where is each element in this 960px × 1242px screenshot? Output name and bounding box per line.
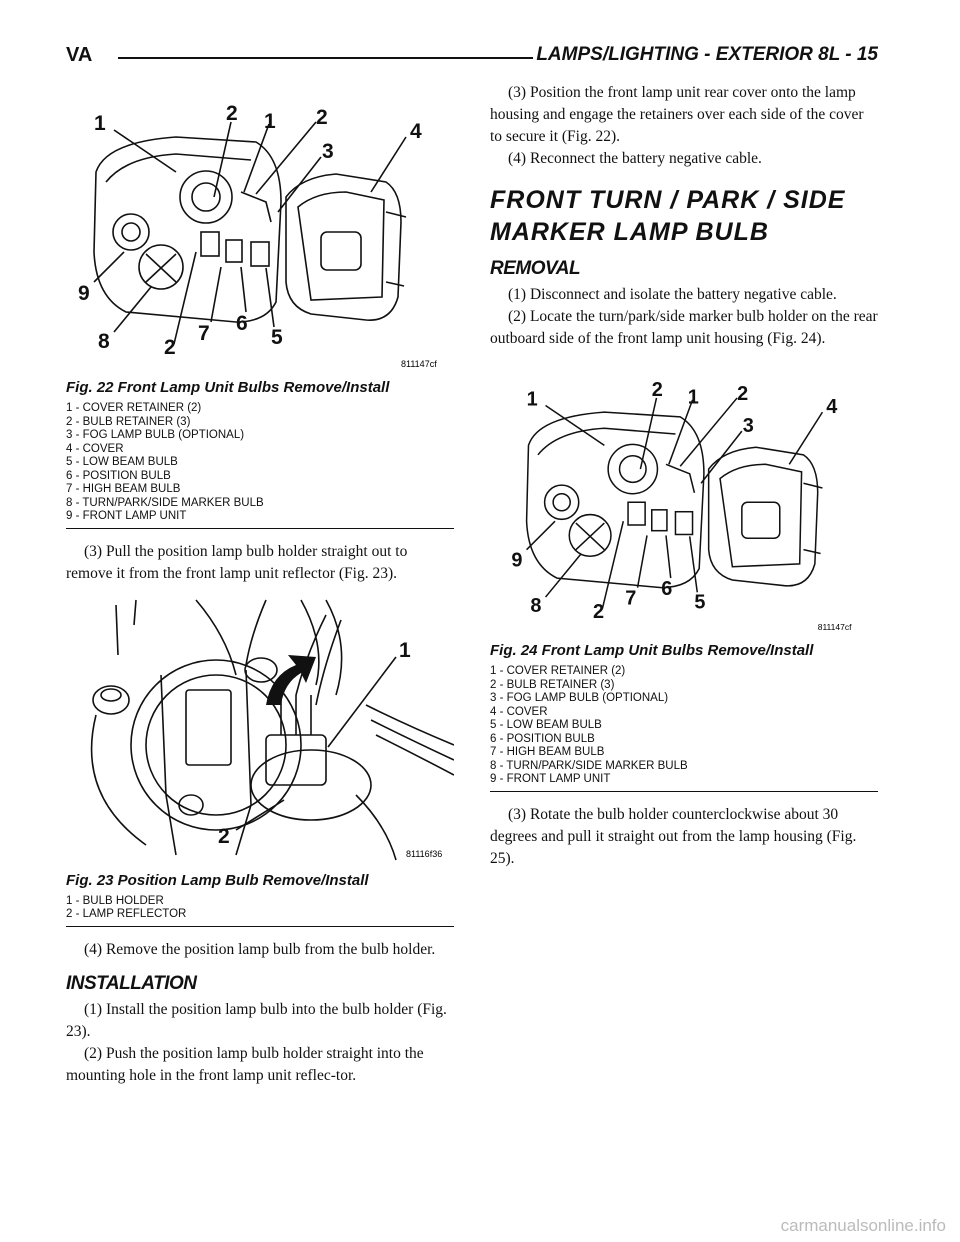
fig24-callout-1b: 1 <box>687 386 699 409</box>
fig23-callout-2: 2 <box>218 824 230 848</box>
legend-item: 4 - COVER <box>490 705 548 718</box>
fig24-callout-4: 4 <box>826 396 838 419</box>
legend-item: 1 - COVER RETAINER (2) <box>490 665 626 677</box>
fig24-legend <box>490 665 878 787</box>
fig22-legend <box>66 402 454 524</box>
legend-item: 3 - FOG LAMP BULB (OPTIONAL) <box>490 692 669 704</box>
fig23-callout-1: 1 <box>399 638 411 662</box>
left-column <box>66 82 454 1087</box>
legend-item: 6 - POSITION BULB <box>490 732 595 745</box>
fig22-callout-3: 3 <box>322 140 334 163</box>
legend-item: 8 - TURN/PARK/SIDE MARKER BULB <box>490 759 688 772</box>
fig24-callout-3: 3 <box>742 415 754 438</box>
fig23-legend <box>66 895 454 922</box>
fig24-callout-2b: 2 <box>737 382 749 405</box>
fig22-callout-4: 4 <box>410 120 422 143</box>
fig24-callout-9: 9 <box>511 549 523 572</box>
paragraph: (4) Remove the position lamp bulb from the bulb holder. <box>84 940 436 958</box>
paragraph: (1) Install the position lamp bulb into the bulb holder (Fig. 23). <box>66 1000 447 1040</box>
paragraph: (4) Reconnect the battery negative cable. <box>508 150 762 167</box>
footer-watermark[interactable]: carmanualsonline.info <box>780 1216 946 1235</box>
figure-divider <box>66 926 454 927</box>
fig22-part-number: 811147cf <box>401 359 437 369</box>
figure-24 <box>490 360 878 792</box>
paragraph: (1) Disconnect and isolate the battery negative cable. <box>508 286 837 303</box>
figure-22 <box>66 82 454 529</box>
fig22-callout-2a: 2 <box>226 102 238 125</box>
figure-24-illustration <box>490 360 878 635</box>
fig24-callout-2c: 2 <box>592 600 605 623</box>
fig22-callout-2b: 2 <box>316 106 328 129</box>
fig22-callout-5: 5 <box>271 326 283 349</box>
legend-item: 5 - LOW BEAM BULB <box>66 456 178 468</box>
page-header <box>66 44 878 70</box>
legend-item: 5 - LOW BEAM BULB <box>490 719 602 731</box>
fig22-callout-2c: 2 <box>164 336 176 359</box>
legend-item: 4 - COVER <box>66 442 124 455</box>
fig22-callout-1b: 1 <box>264 110 276 133</box>
installation-heading: INSTALLATION <box>66 972 197 994</box>
right-column <box>490 82 878 870</box>
legend-item: 2 - BULB RETAINER (3) <box>66 415 191 428</box>
fig22-callout-7: 7 <box>198 322 210 345</box>
fig24-callout-7: 7 <box>625 587 637 610</box>
fig22-callout-6: 6 <box>236 312 248 335</box>
legend-item: 8 - TURN/PARK/SIDE MARKER BULB <box>66 496 264 509</box>
legend-item: 1 - BULB HOLDER <box>66 894 164 907</box>
legend-item: 6 - POSITION BULB <box>66 469 171 482</box>
fig22-callout-8: 8 <box>98 330 110 353</box>
section-heading: FRONT TURN / PARK / SIDE MARKER LAMP BULB <box>490 186 846 246</box>
legend-item: 2 - LAMP REFLECTOR <box>66 908 187 920</box>
figure-22-illustration <box>66 82 454 372</box>
fig24-callout-1a: 1 <box>526 388 538 411</box>
fig23-part-number: 81116f36 <box>406 848 443 859</box>
figure-23-illustration <box>66 595 454 865</box>
fig24-callout-6: 6 <box>661 578 673 601</box>
paragraph: (3) Position the front lamp unit rear cover onto the lamp housing and engage the retainers over each side of the cover to secure it (Fig. 22). <box>490 84 864 145</box>
fig24-callout-2a: 2 <box>651 379 663 402</box>
fig24-part-number: 811147cf <box>817 622 852 633</box>
header-title: LAMPS/LIGHTING - EXTERIOR 8L - 15 <box>536 44 878 65</box>
paragraph: (2) Push the position lamp bulb holder straight into the mounting hole in the front lamp unit reflec-tor. <box>66 1044 424 1084</box>
fig22-callout-9: 9 <box>78 282 90 305</box>
fig24-callout-8: 8 <box>530 595 542 618</box>
fig24-caption: Fig. 24 Front Lamp Unit Bulbs Remove/Install <box>490 642 814 659</box>
legend-item: 9 - FRONT LAMP UNIT <box>66 510 187 522</box>
fig24-callout-5: 5 <box>694 591 706 614</box>
legend-item: 7 - HIGH BEAM BULB <box>490 746 605 758</box>
figure-23 <box>66 595 454 927</box>
paragraph: (2) Locate the turn/park/side marker bulb holder on the rear outboard side of the front lamp unit housing (Fig. 24). <box>490 308 878 347</box>
header-section-code: VA <box>66 44 93 66</box>
fig23-caption: Fig. 23 Position Lamp Bulb Remove/Install <box>66 871 369 889</box>
legend-item: 2 - BULB RETAINER (3) <box>490 678 615 691</box>
legend-item: 1 - COVER RETAINER (2) <box>66 402 202 414</box>
removal-heading: REMOVAL <box>490 258 581 279</box>
header-rule <box>118 57 533 59</box>
legend-item: 9 - FRONT LAMP UNIT <box>490 773 611 785</box>
fig22-caption: Fig. 22 Front Lamp Unit Bulbs Remove/Install <box>66 379 390 396</box>
paragraph: (3) Rotate the bulb holder counterclockwise about 30 degrees and pull it straight out from the lamp housing (Fig. 25). <box>490 805 857 867</box>
legend-item: 3 - FOG LAMP BULB (OPTIONAL) <box>66 429 245 441</box>
legend-item: 7 - HIGH BEAM BULB <box>66 483 181 495</box>
figure-divider <box>66 528 454 529</box>
figure-divider <box>490 791 878 792</box>
paragraph: (3) Pull the position lamp bulb holder straight out to remove it from the front lamp unit reflector (Fig. 23). <box>66 542 408 582</box>
fig22-callout-1a: 1 <box>94 112 106 135</box>
